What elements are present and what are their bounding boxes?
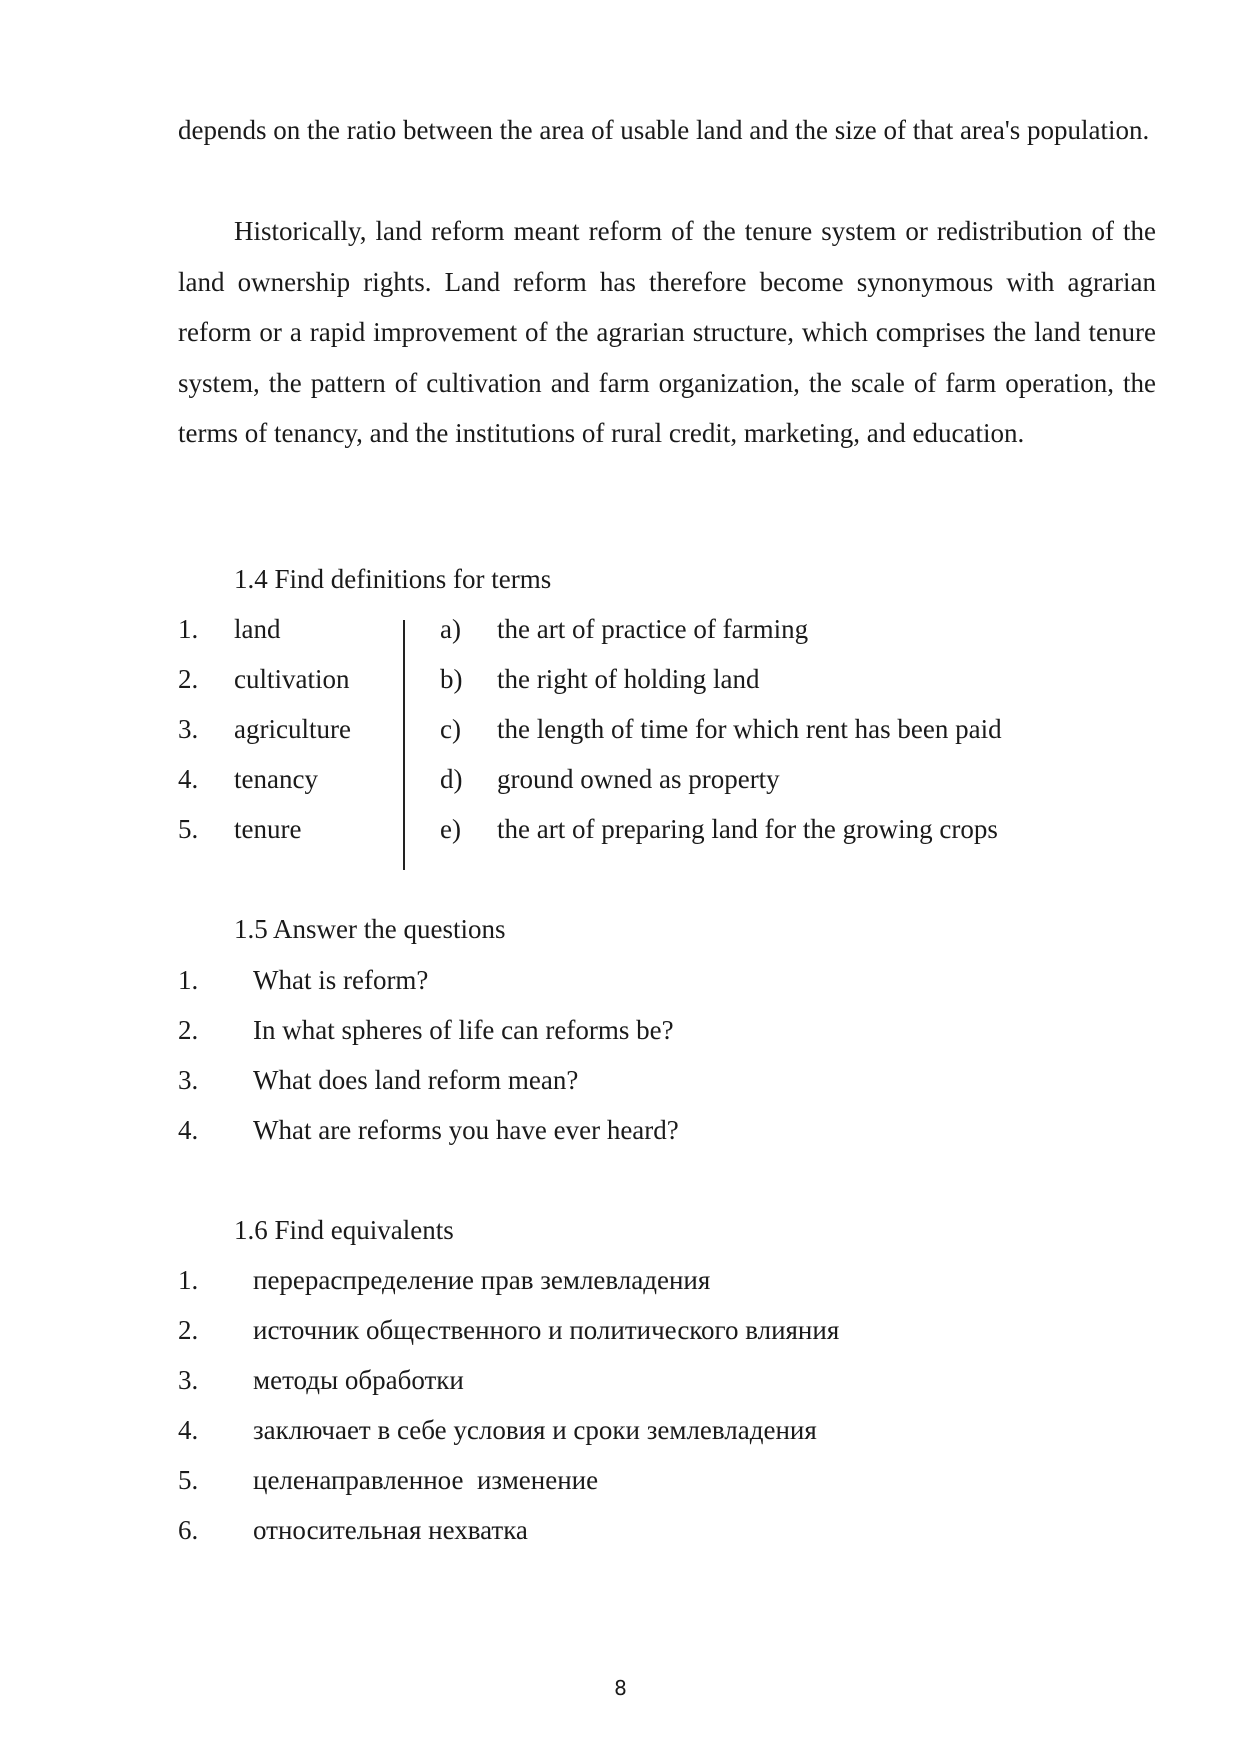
equivalent-number: 5. [178,1465,199,1495]
question-item: In what spheres of life can reforms be? [253,1015,674,1045]
equivalent-item: методы обработки [253,1365,464,1395]
equivalent-item: заключает в себе условия и сроки землевладения [253,1415,817,1445]
term-number: 4. [178,764,199,794]
equivalent-number: 3. [178,1365,199,1395]
definition-item: the art of practice of farming [497,614,809,644]
term-item: cultivation [234,664,350,694]
equivalent-number: 6. [178,1515,199,1545]
column-divider [403,620,405,870]
question-number: 1. [178,965,199,995]
definition-letter: d) [440,764,463,794]
section-heading-1-5: 1.5 Answer the questions [234,914,506,944]
page-number: 8 [614,1676,627,1700]
term-item: land [234,614,281,644]
definition-item: the art of preparing land for the growing crops [497,814,998,844]
section-heading-1-4: 1.4 Find definitions for terms [234,564,552,594]
definition-item: the right of holding land [497,664,760,694]
equivalent-item: целенаправленное изменение [253,1465,599,1495]
question-item: What is reform? [253,965,429,995]
section-heading-1-6: 1.6 Find equivalents [234,1215,454,1245]
term-number: 3. [178,714,199,744]
equivalent-number: 1. [178,1265,199,1295]
term-item: tenure [234,814,302,844]
term-number: 1. [178,614,199,644]
equivalent-item: перераспределение прав землевладения [253,1265,711,1295]
term-number: 2. [178,664,199,694]
definition-letter: a) [440,614,461,644]
definition-item: ground owned as property [497,764,780,794]
definition-letter: c) [440,714,461,744]
definition-item: the length of time for which rent has been paid [497,714,1002,744]
term-item: tenancy [234,764,318,794]
body-paragraph: depends on the ratio between the area of usable land and the size of that area's population. [178,115,1150,145]
question-number: 2. [178,1015,199,1045]
term-number: 5. [178,814,199,844]
equivalent-item: относительная нехватка [253,1515,528,1545]
equivalent-number: 2. [178,1315,199,1345]
definition-letter: b) [440,664,463,694]
equivalent-item: источник общественного и политического влияния [253,1315,840,1345]
question-item: What are reforms you have ever heard? [253,1115,679,1145]
body-paragraph: Historically, land reform meant reform of the tenure system or redistribution of the land ownership rights. Land reform has therefore become synonymous with agrarian reform or a rapid improvement of the agrarian structure, which comprises the land tenure system, the pattern of cultivation and farm organization, the scale of farm operation, the terms of tenancy, and the institutions of rural credit, marketing, and education. [178,216,1156,448]
question-item: What does land reform mean? [253,1065,579,1095]
definition-letter: e) [440,814,461,844]
term-item: agriculture [234,714,351,744]
question-number: 3. [178,1065,199,1095]
equivalent-number: 4. [178,1415,199,1445]
question-number: 4. [178,1115,199,1145]
